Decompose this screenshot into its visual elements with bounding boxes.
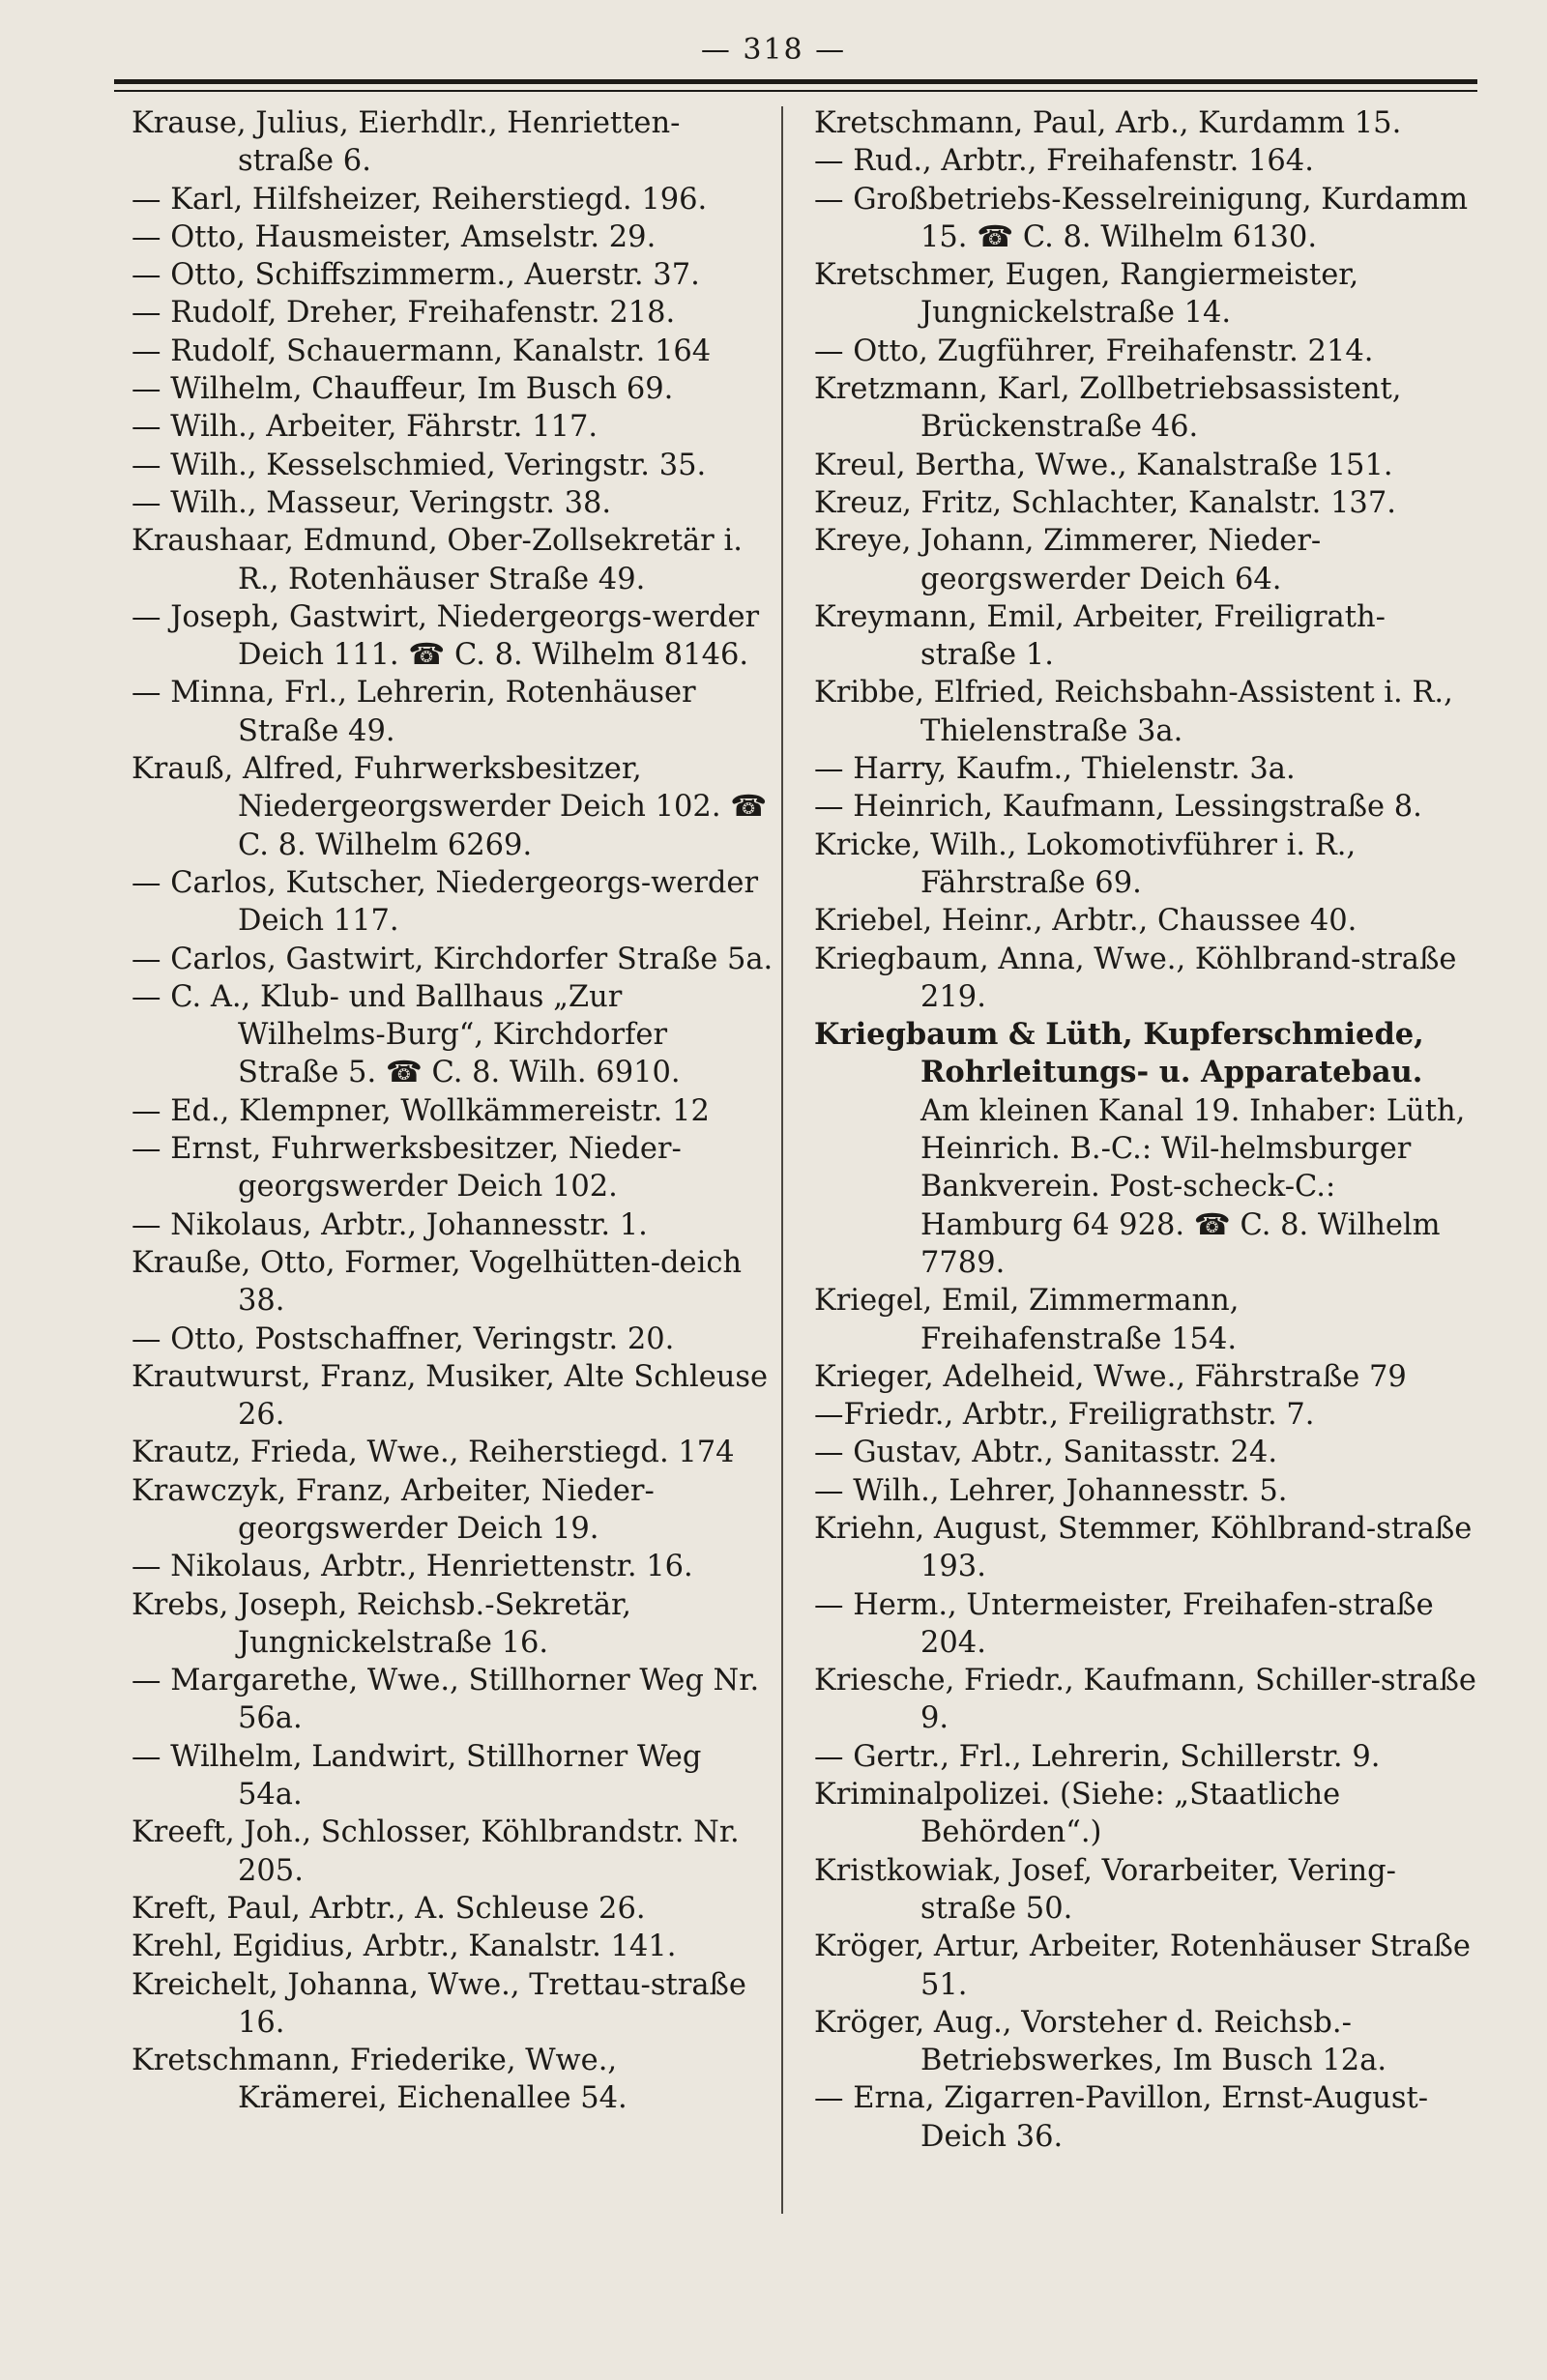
directory-entry: — Erna, Zigarren-Pavillon, Ernst-August-Deich 36. (814, 2081, 1429, 2154)
directory-entry: Kraushaar, Edmund, Ober-Zollsekretär i. R., Rotenhäuser Straße 49. (131, 524, 743, 596)
directory-entry: Kricke, Wilh., Lokomotivführer i. R., Fährstraße 69. (814, 827, 1357, 900)
directory-entry: — C. A., Klub- und Ballhaus „Zur Wilhelms-Burg“, Kirchdorfer Straße 5. ☎ C. 8. Wilh. 6910. (131, 979, 681, 1090)
header-rule-thin (114, 90, 1477, 92)
directory-entry: Krauße, Otto, Former, Vogelhütten-deich 38. (131, 1245, 743, 1319)
page-number: — 318 — (700, 33, 847, 67)
directory-entry: — Wilhelm, Chauffeur, Im Busch 69. (131, 372, 674, 407)
directory-entry: Kriegbaum, Anna, Wwe., Köhlbrand-straße 219. (814, 942, 1457, 1014)
directory-entry: — Otto, Zugführer, Freihafenstr. 214. (814, 334, 1374, 368)
directory-entry: — Wilh., Kesselschmied, Veringstr. 35. (131, 448, 707, 482)
directory-entry: Kreft, Paul, Arbtr., A. Schleuse 26. (131, 1891, 646, 1926)
directory-entry: Kretzmann, Karl, Zollbetriebsassistent, Brückenstraße 46. (814, 372, 1402, 445)
directory-entry: — Rudolf, Dreher, Freihafenstr. 218. (131, 296, 676, 331)
directory-entry: Kretschmer, Eugen, Rangiermeister, Jungnickelstraße 14. (814, 258, 1359, 331)
directory-entry: — Harry, Kaufm., Thielenstr. 3a. (814, 752, 1296, 787)
directory-entry: — Gertr., Frl., Lehrerin, Schillerstr. 9. (814, 1739, 1381, 1774)
directory-entry: Kreye, Johann, Zimmerer, Nieder-georgswerder Deich 64. (814, 524, 1322, 596)
directory-entry: Kristkowiak, Josef, Vorarbeiter, Vering-straße 50. (814, 1853, 1396, 1926)
directory-entry: Kröger, Aug., Vorsteher d. Reichsb.-Betriebswerkes, Im Busch 12a. (814, 2005, 1387, 2078)
directory-entry: —Friedr., Arbtr., Freiligrathstr. 7. (814, 1398, 1315, 1433)
directory-entry: — Karl, Hilfsheizer, Reiherstiegd. 196. (131, 182, 708, 217)
directory-entry: — Otto, Hausmeister, Amselstr. 29. (131, 219, 657, 254)
directory-entry: — Carlos, Kutscher, Niedergeorgs-werder Deich 117. (131, 865, 759, 939)
directory-entry: — Wilhelm, Landwirt, Stillhorner Weg 54a. (131, 1739, 702, 1813)
directory-entry: Krieger, Adelheid, Wwe., Fährstraße 79 (814, 1359, 1407, 1394)
directory-entry: Kretschmann, Paul, Arb., Kurdamm 15. (814, 106, 1402, 140)
directory-entry: Kriehn, August, Stemmer, Köhlbrand-straße 193. (814, 1511, 1473, 1584)
directory-entry: Am kleinen Kanal 19. Inhaber: Lüth, Heinrich. B.-C.: Wil-helmsburger Bankverein. Post-scheck-C.: Hamburg 64 928. ☎ C. 8. Wilhelm 7789. (920, 1093, 1466, 1280)
directory-entry: Krawczyk, Franz, Arbeiter, Nieder-georgswerder Deich 19. (131, 1473, 655, 1546)
directory-entry: Krauß, Alfred, Fuhrwerksbesitzer, Niedergeorgswerder Deich 102. ☎ C. 8. Wilhelm 6269. (131, 752, 768, 862)
directory-entry: — Rud., Arbtr., Freihafenstr. 164. (814, 144, 1314, 179)
directory-entry: — Carlos, Gastwirt, Kirchdorfer Straße 5a. (131, 942, 774, 976)
directory-entry: Kreuz, Fritz, Schlachter, Kanalstr. 137. (814, 485, 1396, 520)
directory-entry: Kriebel, Heinr., Arbtr., Chaussee 40. (814, 904, 1357, 939)
directory-entry: Krehl, Egidius, Arbtr., Kanalstr. 141. (131, 1930, 677, 1964)
directory-entry: — Margarethe, Wwe., Stillhorner Weg Nr. 56a. (131, 1664, 760, 1736)
directory-entry: — Rudolf, Schauermann, Kanalstr. 164 (131, 334, 712, 368)
left-column (131, 104, 774, 2118)
right-column (814, 104, 1481, 2156)
directory-entry: Kribbe, Elfried, Reichsbahn-Assistent i. R., Thielenstraße 3a. (814, 676, 1453, 748)
directory-entry: — Großbetriebs-Kesselreinigung, Kurdamm 15. ☎ C. 8. Wilhelm 6130. (814, 182, 1469, 254)
directory-entry: Krause, Julius, Eierhdlr., Henrietten-straße 6. (131, 106, 681, 179)
directory-entry: Kröger, Artur, Arbeiter, Rotenhäuser Straße 51. (814, 1930, 1471, 2002)
directory-entry: Kriegbaum & Lüth, Kupferschmiede, Rohrleitungs- u. Apparatebau. (814, 1017, 1424, 1090)
directory-entry: — Otto, Postschaffner, Veringstr. 20. (131, 1321, 675, 1356)
directory-entry: — Gustav, Abtr., Sanitasstr. 24. (814, 1436, 1278, 1470)
directory-entry: Kreul, Bertha, Wwe., Kanalstraße 151. (814, 448, 1393, 482)
directory-entry: Kretschmann, Friederike, Wwe., Krämerei, Eichenallee 54. (131, 2044, 628, 2116)
directory-entry: Kreeft, Joh., Schlosser, Köhlbrandstr. Nr. 205. (131, 1815, 740, 1888)
directory-entry: Krautz, Frieda, Wwe., Reiherstiegd. 174 (131, 1436, 735, 1470)
directory-entry: Kriminalpolizei. (Siehe: „Staatliche Behörden“.) (814, 1778, 1341, 1850)
directory-entry: — Joseph, Gastwirt, Niedergeorgs-werder Deich 111. ☎ C. 8. Wilhelm 8146. (131, 599, 760, 673)
directory-entry: — Otto, Schiffszimmerm., Auerstr. 37. (131, 258, 700, 293)
directory-entry: — Ed., Klempner, Wollkämmereistr. 12 (131, 1093, 710, 1128)
directory-entry: — Ernst, Fuhrwerksbesitzer, Nieder-georgswerder Deich 102. (131, 1132, 682, 1205)
directory-entry: Kriesche, Friedr., Kaufmann, Schiller-straße 9. (814, 1664, 1476, 1736)
directory-entry: — Herm., Untermeister, Freihafen-straße 204. (814, 1587, 1434, 1660)
directory-entry: — Wilh., Masseur, Veringstr. 38. (131, 485, 612, 520)
directory-entry: Kreymann, Emil, Arbeiter, Freiligrath-straße 1. (814, 599, 1386, 673)
directory-entry: — Wilh., Lehrer, Johannesstr. 5. (814, 1473, 1288, 1508)
directory-entry: — Nikolaus, Arbtr., Johannesstr. 1. (131, 1207, 648, 1242)
directory-entry: — Wilh., Arbeiter, Fährstr. 117. (131, 410, 598, 445)
directory-entry: Krebs, Joseph, Reichsb.-Sekretär, Jungnickelstraße 16. (131, 1587, 631, 1660)
directory-entry: Krautwurst, Franz, Musiker, Alte Schleuse 26. (131, 1359, 769, 1433)
directory-entry: Kreichelt, Johanna, Wwe., Trettau-straße 16. (131, 1967, 746, 2040)
directory-entry: — Heinrich, Kaufmann, Lessingstraße 8. (814, 790, 1422, 825)
directory-entry: Kriegel, Emil, Zimmermann, Freihafenstraße 154. (814, 1284, 1240, 1356)
header-rule (114, 79, 1477, 84)
column-divider (781, 106, 783, 2214)
directory-entry: — Nikolaus, Arbtr., Henriettenstr. 16. (131, 1550, 693, 1584)
directory-entry: — Minna, Frl., Lehrerin, Rotenhäuser Straße 49. (131, 676, 696, 748)
